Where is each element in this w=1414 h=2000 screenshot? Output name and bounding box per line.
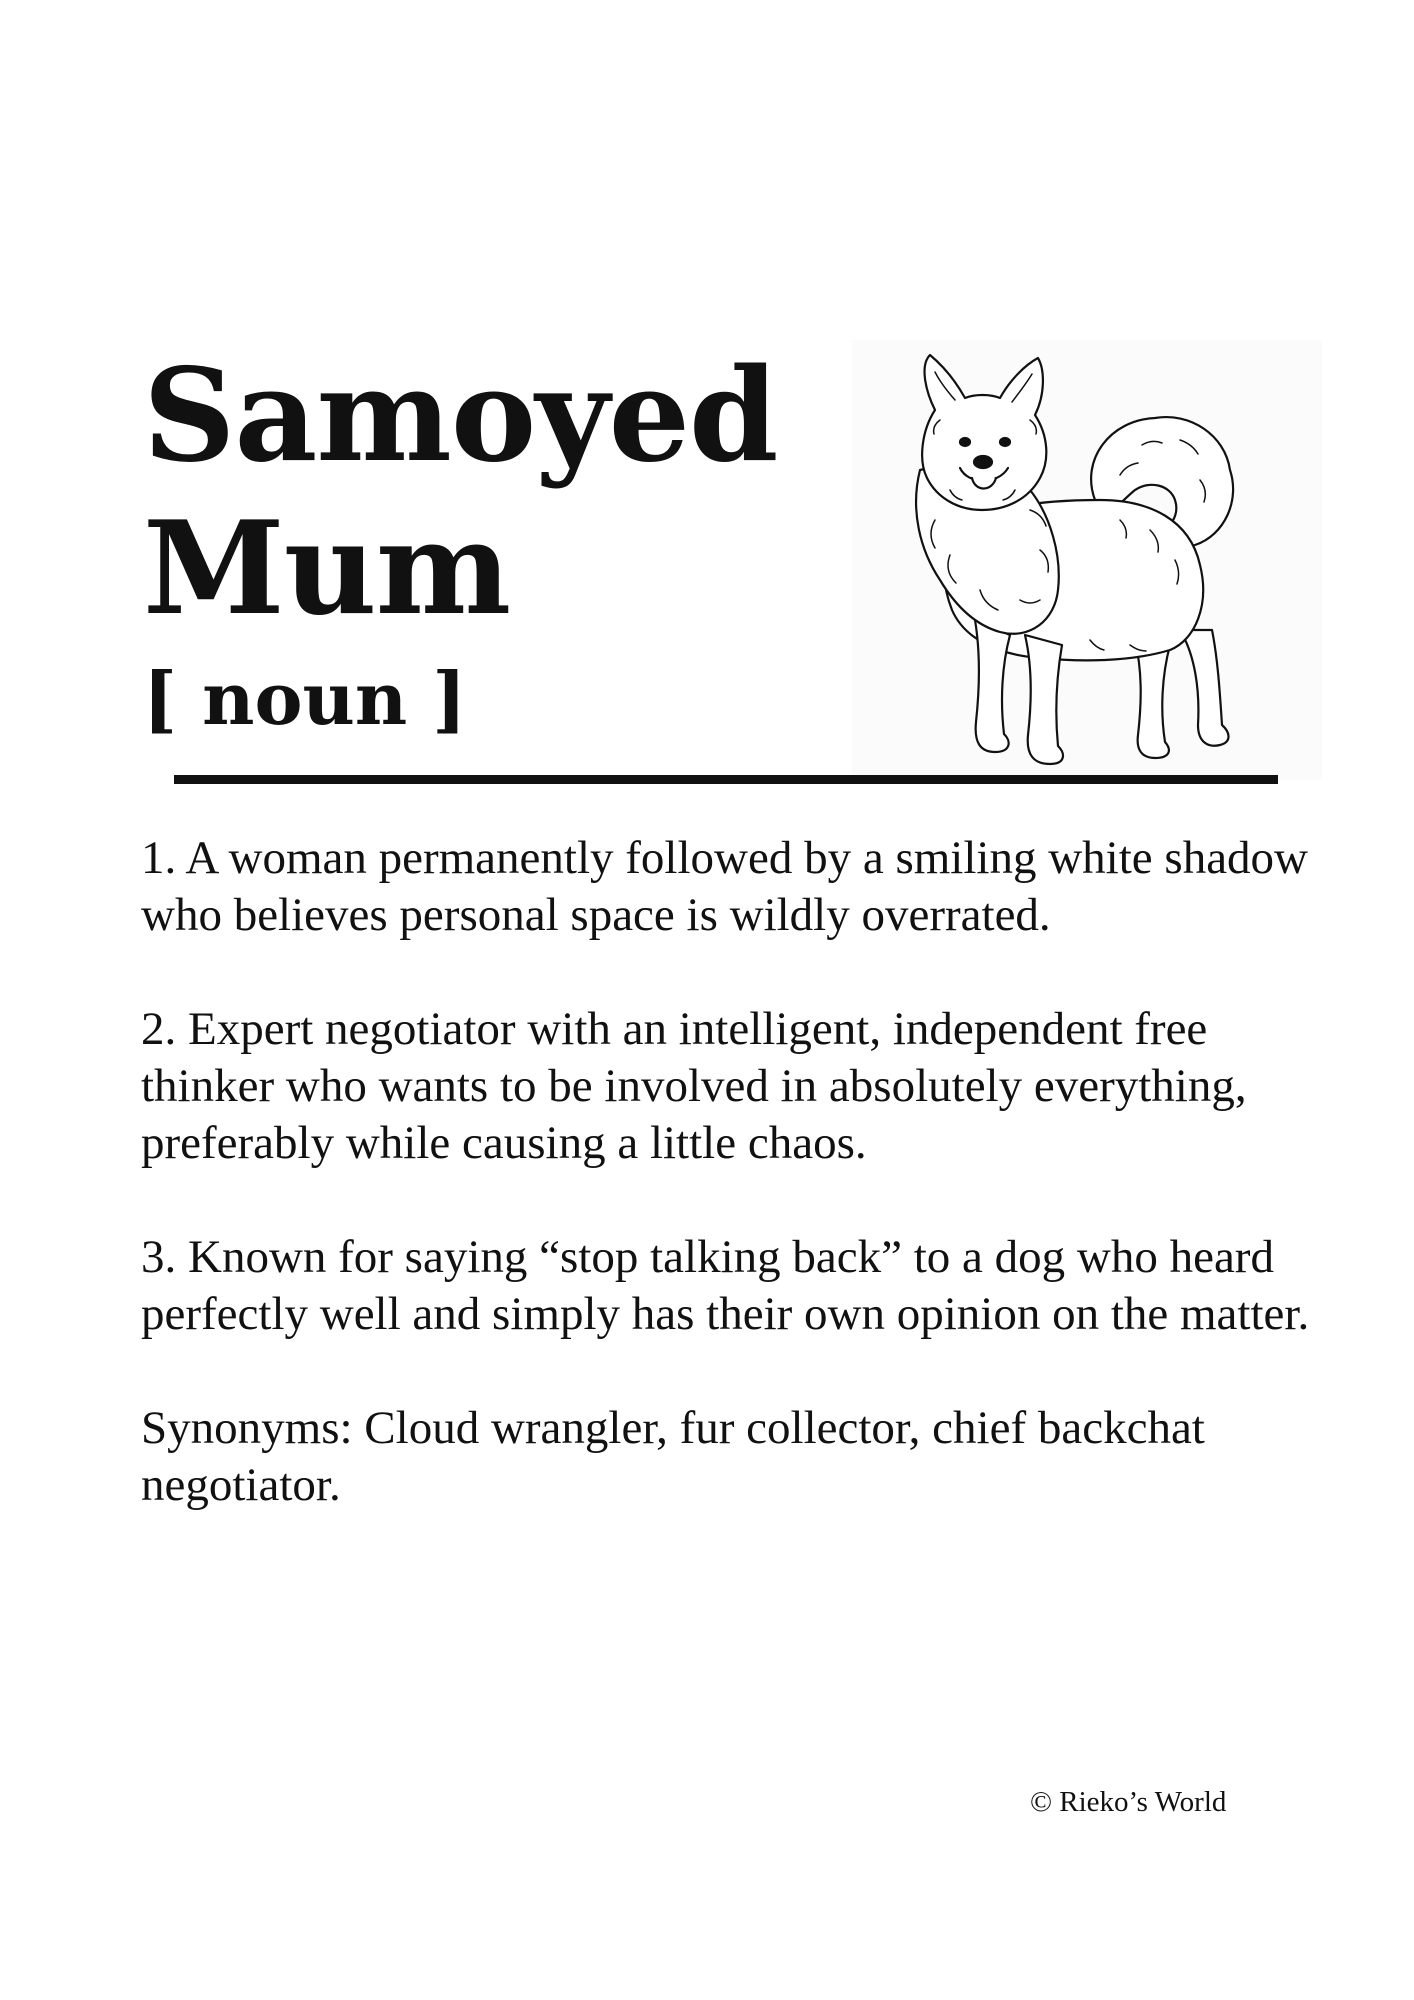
definitions-list: [141, 830, 1341, 1571]
definition-1: 1. A woman permanently followed by a smiling white shadow who believes personal space is wildly overrated.: [141, 832, 1308, 941]
title-line-2: Mum: [143, 494, 511, 644]
title-divider: [174, 775, 1278, 784]
definition-2: 2. Expert negotiator with an intelligent, independent free thinker who wants to be involved in absolutely everything, preferably while causing a little chaos.: [141, 1003, 1247, 1169]
copyright-notice: © Rieko’s World: [1030, 1786, 1227, 1818]
samoyed-dog-icon: [880, 350, 1290, 780]
synonyms: Synonyms: Cloud wrangler, fur collector, chief backchat negotiator.: [141, 1402, 1205, 1511]
definition-3: 3. Known for saying “stop talking back” to a dog who heard perfectly well and simply has their own opinion on the matter.: [141, 1231, 1310, 1340]
title-line-1: Samoyed: [143, 341, 778, 491]
part-of-speech: [ noun ]: [143, 656, 467, 741]
